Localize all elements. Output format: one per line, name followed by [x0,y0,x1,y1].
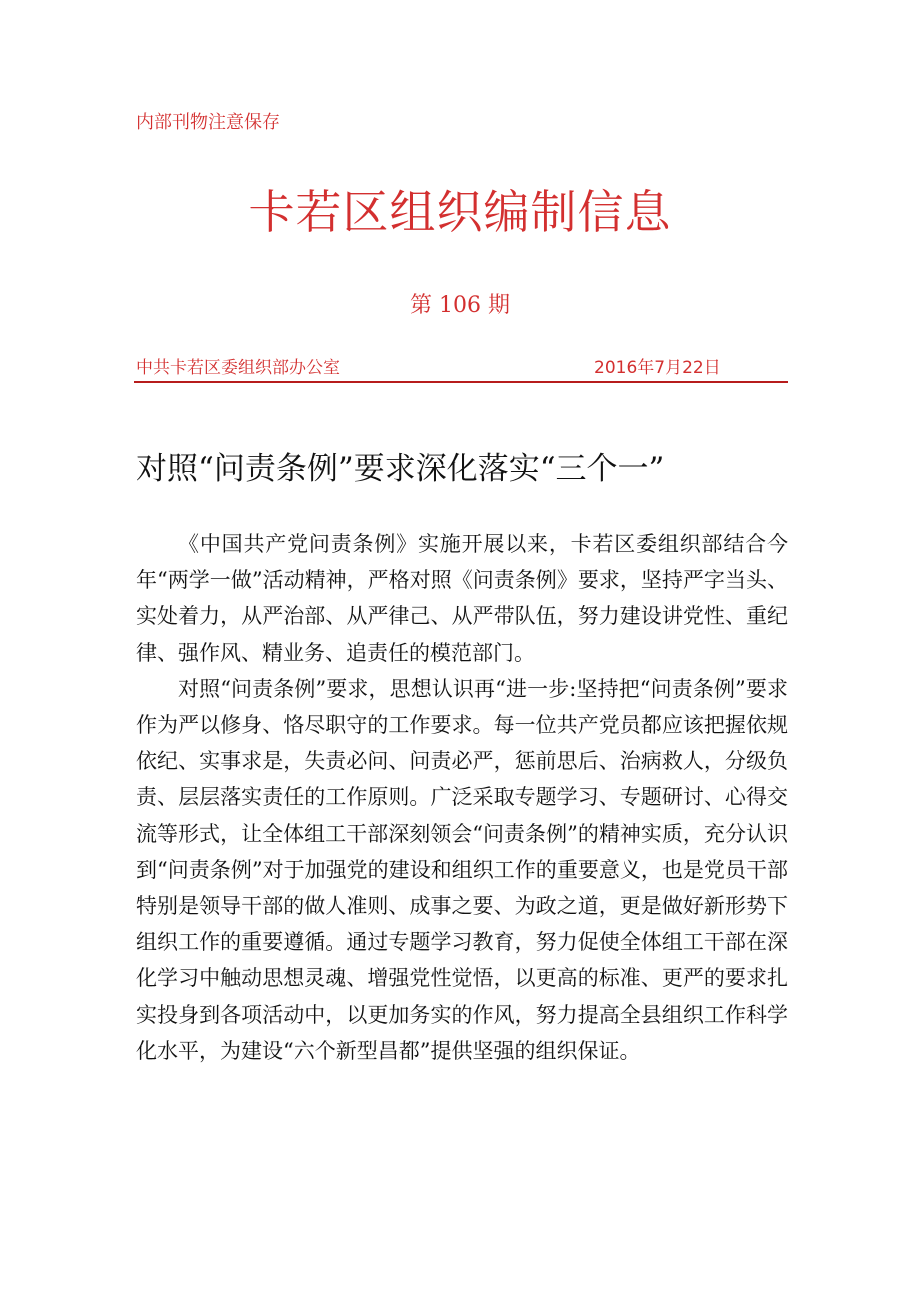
article-body [136,526,788,1069]
issuer: 中共卡若区委组织部办公室 [136,358,340,378]
masthead-title: 卡若区组织编制信息 [248,185,672,239]
paragraph: 对照“问责条例”要求，思想认识再“进一步:坚持把“问责条例”要求作为严以修身、恪尽职守的工作要求。每一位共产党员都应该把握依规依纪、实事求是，失责必问、问责必严，惩前思后、治病救人，分级负责、层层落实责任的工作原则。广泛采取专题学习、专题研讨、心得交流等形式，让全体组工干部深刻领会“问责条例”的精神实质，充分认识到“问责条例”对于加强党的建设和组织工作的重要意义，也是党员干部特别是领导干部的做人准则、成事之要、为政之道，更是做好新形势下组织工作的重要遵循。通过专题学习教育，努力促使全体组工干部在深化学习中触动思想灵魂、增强党性觉悟，以更高的标准、更严的要求扎实投身到各项活动中，以更加务实的作风，努力提高全县组织工作科学化水平，为建设“六个新型昌都”提供坚强的组织保证。 [136,676,788,1063]
internal-notice: 内部刊物注意保存 [136,112,280,133]
paragraph: 《中国共产党问责条例》实施开展以来，卡若区委组织部结合今年“两学一做”活动精神，严格对照《问责条例》要求，坚持严字当头、实处着力，从严治部、从严律己、从严带队伍，努力建设讲党性、重纪律、强作风、精业务、追责任的模范部门。 [136,532,788,665]
issue-number: 第 106 期 [410,293,510,318]
article-headline: 对照“问责条例”要求深化落实“三个一” [136,451,665,487]
issue-date: 2016年7月22日 [594,358,721,378]
header-divider [134,381,788,383]
